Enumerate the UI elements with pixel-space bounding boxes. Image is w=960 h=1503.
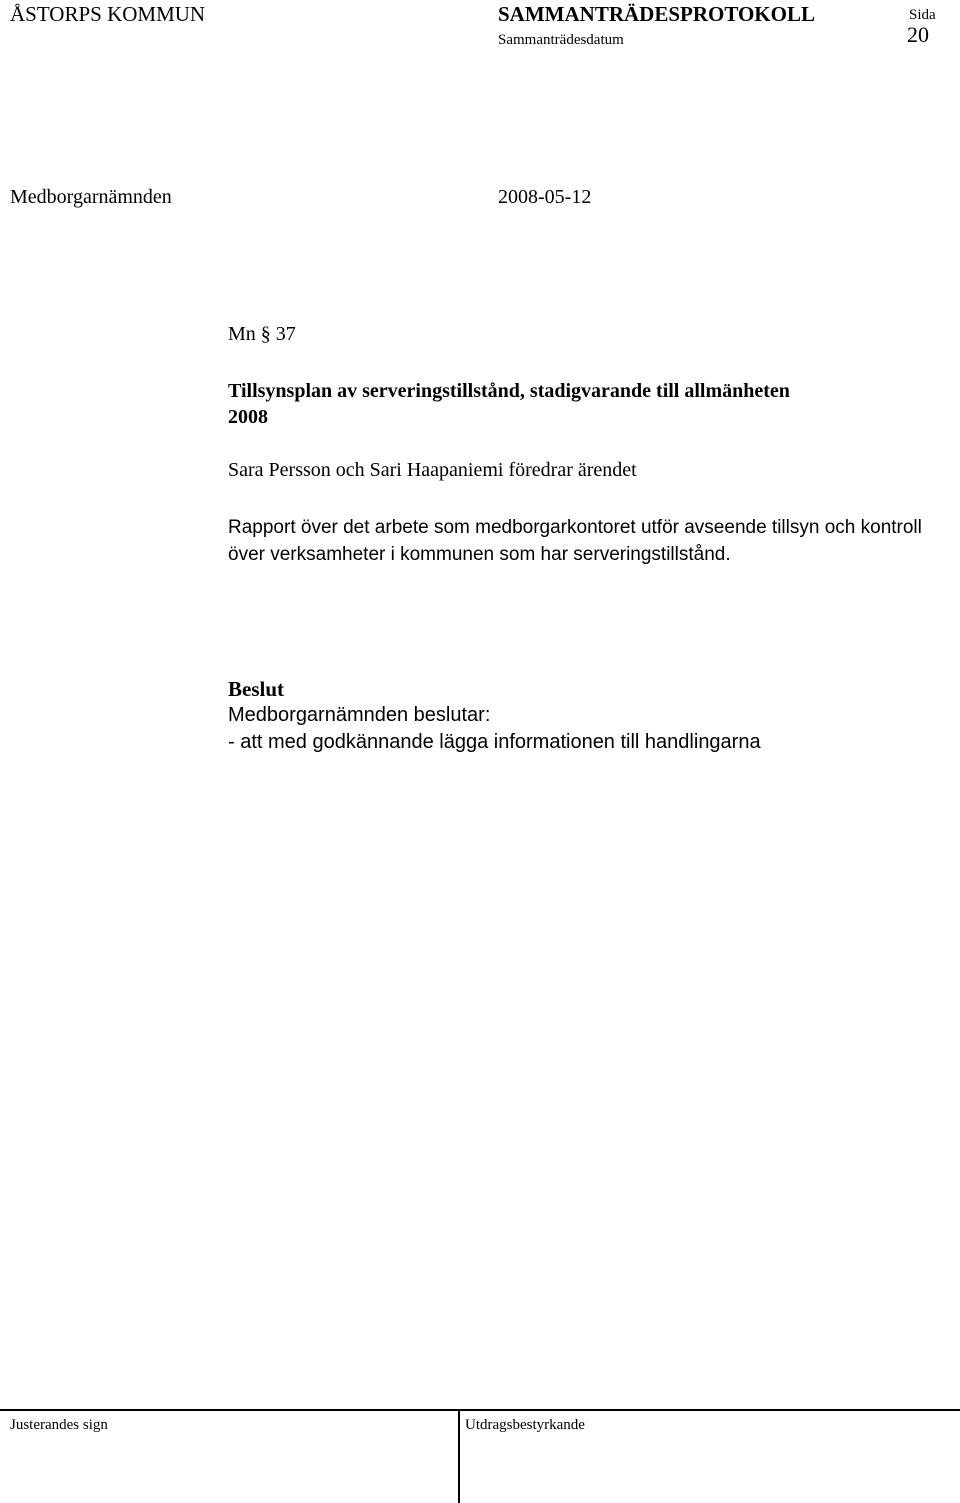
decision-heading: Beslut [228, 677, 285, 701]
page-label: Sida [909, 7, 936, 23]
paragraph-number: Mn § 37 [228, 323, 296, 345]
extract-certification-label: Utdragsbestyrkande [465, 1417, 585, 1433]
meeting-date-label: Sammanträdesdatum [498, 32, 624, 48]
page-number: 20 [907, 22, 929, 47]
presenters: Sara Persson och Sari Haapaniemi föredrar ärendet [228, 459, 637, 481]
footer-rule [0, 1409, 960, 1411]
footer-divider [458, 1409, 460, 1503]
item-title: Tillsynsplan av serveringstillstånd, stadigvarande till allmänheten 2008 [228, 380, 790, 428]
organization-name: ÅSTORPS KOMMUN [10, 2, 206, 26]
committee-name: Medborgarnämnden [10, 186, 172, 208]
document-type: SAMMANTRÄDESPROTOKOLL [498, 2, 815, 26]
decision-item: - att med godkännande lägga informationen till handlingarna [228, 731, 761, 753]
report-text: Rapport över det arbete som medborgarkontoret utför avseende tillsyn och kontroll över verksamheter i kommunen som har serveringstillstånd. [228, 517, 922, 565]
meeting-date: 2008-05-12 [498, 186, 592, 208]
decision-intro: Medborgarnämnden beslutar: [228, 704, 491, 726]
signature-label: Justerandes sign [10, 1417, 108, 1433]
